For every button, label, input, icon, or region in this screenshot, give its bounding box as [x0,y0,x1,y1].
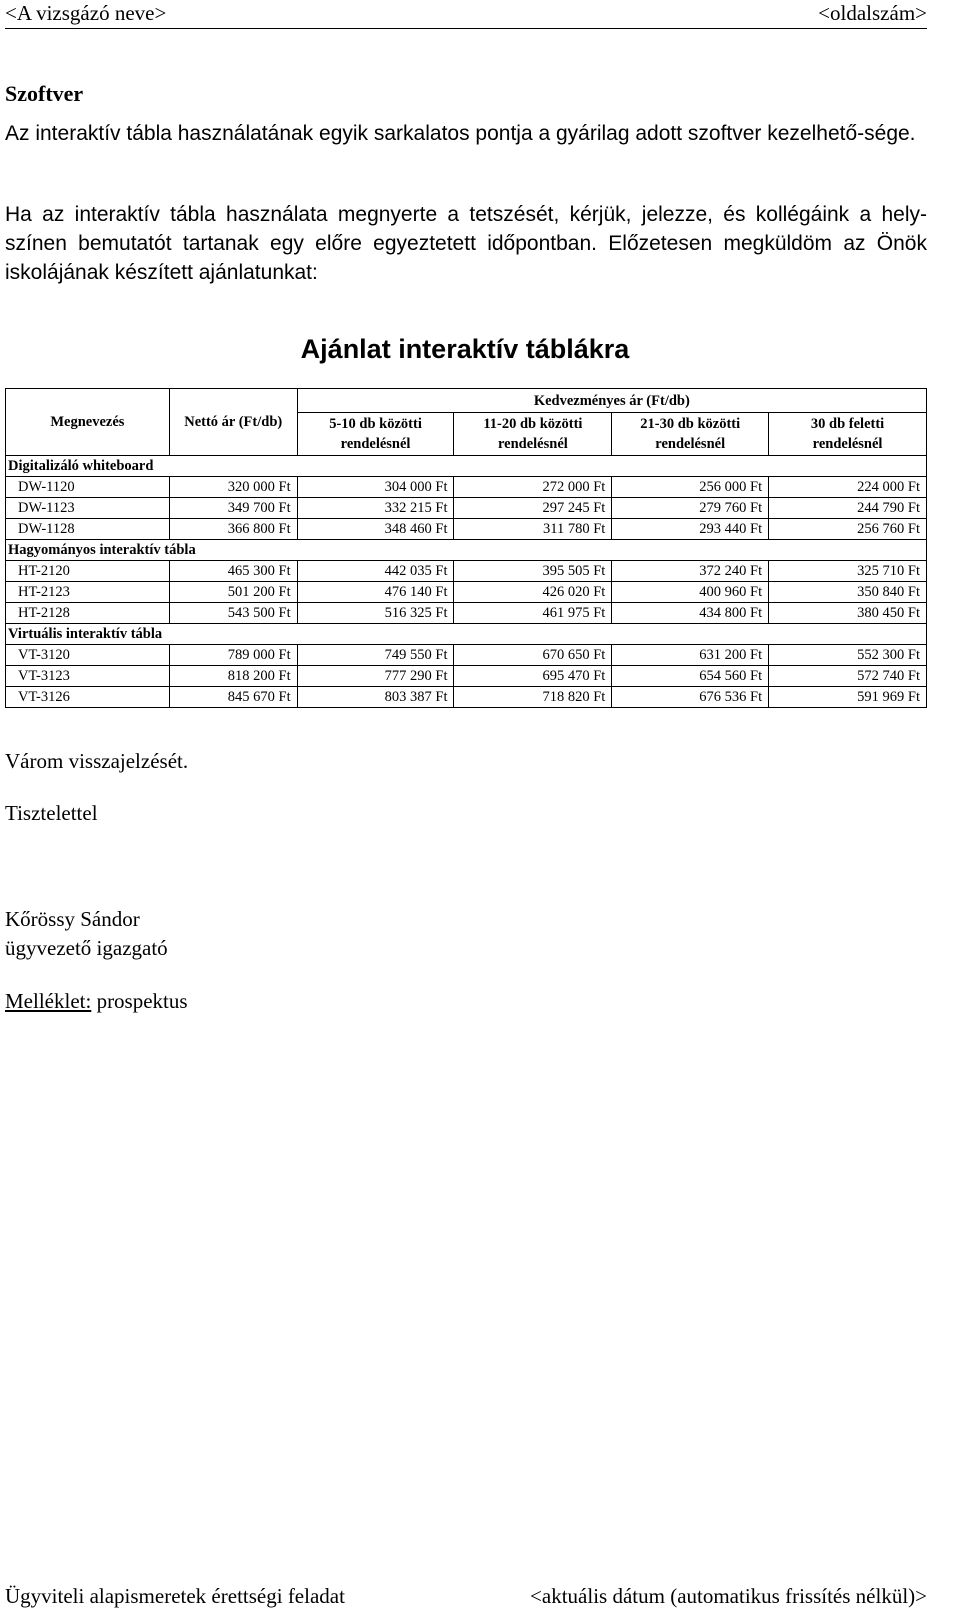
price-cell: 272 000 Ft [454,477,612,498]
table-title: Ajánlat interaktív táblákra [300,334,630,364]
table-row [6,561,927,582]
price-cell: 320 000 Ft [169,477,297,498]
model-cell: VT-3123 [6,666,170,687]
price-cell: 279 760 Ft [612,498,769,519]
col-header-tier: 21-30 db közötti rendelésnél [612,413,769,456]
model-cell: HT-2128 [6,603,170,624]
price-cell: 224 000 Ft [769,477,927,498]
price-cell: 366 800 Ft [169,519,297,540]
attachment-label: Melléklet: [5,989,92,1013]
col-header-tier: 5-10 db közötti rendelésnél [297,413,454,456]
price-cell: 372 240 Ft [612,561,769,582]
model-cell: DW-1128 [6,519,170,540]
price-cell: 789 000 Ft [169,645,297,666]
price-cell: 311 780 Ft [454,519,612,540]
table-row [6,519,927,540]
price-cell: 516 325 Ft [297,603,454,624]
paragraph-offer [5,200,927,287]
header-candidate-name: <A vizsgázó neve> [5,1,167,25]
col-header-tier: 11-20 db közötti rendelésnél [454,413,612,456]
category-label: Hagyományos interaktív tábla [6,540,927,561]
price-cell: 818 200 Ft [169,666,297,687]
price-cell: 349 700 Ft [169,498,297,519]
price-cell: 501 200 Ft [169,582,297,603]
await-reply-text: Várom visszajelzését. [5,749,189,773]
price-cell: 476 140 Ft [297,582,454,603]
header-page-number: <oldalszám> [818,1,927,25]
price-cell: 426 020 Ft [454,582,612,603]
footer-date: <aktuális dátum (automatikus frissítés nélkül)> [530,1584,927,1608]
page-header [5,0,927,29]
price-cell: 395 505 Ft [454,561,612,582]
price-cell: 293 440 Ft [612,519,769,540]
signer-title: ügyvezető igazgató [5,936,168,960]
price-cell: 256 760 Ft [769,519,927,540]
attachment-value: prospektus [91,989,188,1013]
price-cell: 543 500 Ft [169,603,297,624]
price-cell: 461 975 Ft [454,603,612,624]
price-cell: 297 245 Ft [454,498,612,519]
price-cell: 350 840 Ft [769,582,927,603]
category-label: Virtuális interaktív tábla [6,624,927,645]
price-cell: 777 290 Ft [297,666,454,687]
price-cell: 325 710 Ft [769,561,927,582]
model-cell: HT-2120 [6,561,170,582]
price-cell: 670 650 Ft [454,645,612,666]
price-cell: 348 460 Ft [297,519,454,540]
attachment-line [5,987,188,1016]
col-header-net-price: Nettó ár (Ft/db) [169,389,297,456]
table-row [6,666,927,687]
price-cell: 380 450 Ft [769,603,927,624]
price-cell: 654 560 Ft [612,666,769,687]
category-row [6,456,927,477]
col-header-name: Megnevezés [6,389,170,456]
regards-text: Tisztelettel [5,801,98,825]
signer-name: Kőrössy Sándor [5,907,140,931]
col-header-discount-group: Kedvezményes ár (Ft/db) [297,389,926,413]
col-header-tier: 30 db feletti rendelésnél [769,413,927,456]
table-row [6,582,927,603]
price-cell: 845 670 Ft [169,687,297,708]
price-cell: 631 200 Ft [612,645,769,666]
price-cell: 676 536 Ft [612,687,769,708]
price-cell: 749 550 Ft [297,645,454,666]
section-title: Szoftver [5,81,84,106]
price-cell: 400 960 Ft [612,582,769,603]
category-label: Digitalizáló whiteboard [6,456,927,477]
price-cell: 695 470 Ft [454,666,612,687]
category-row [6,624,927,645]
price-cell: 256 000 Ft [612,477,769,498]
price-cell: 465 300 Ft [169,561,297,582]
price-cell: 434 800 Ft [612,603,769,624]
table-row [6,498,927,519]
model-cell: VT-3126 [6,687,170,708]
paragraph-offer-sentence-1: Ha az interaktív tábla használata megnyerte a tetszését, kérjük, jelezze, és kollégáink a hely-színen bemutatót tartanak egy előre egyeztetett időpontban. [5,203,927,255]
paragraph-offer-sentence-2: Előzetesen megküldöm az Önök iskolájának készített ajánlatunkat: [5,232,927,284]
price-cell: 591 969 Ft [769,687,927,708]
price-cell: 442 035 Ft [297,561,454,582]
table-row [6,603,927,624]
price-cell: 304 000 Ft [297,477,454,498]
model-cell: HT-2123 [6,582,170,603]
table-row [6,477,927,498]
model-cell: DW-1123 [6,498,170,519]
price-cell: 332 215 Ft [297,498,454,519]
table-row [6,687,927,708]
footer-subject: Ügyviteli alapismeretek érettségi feladat [5,1584,345,1608]
paragraph-software: Az interaktív tábla használatának egyik sarkalatos pontja a gyárilag adott szoftver kezelhető-sége. [5,122,916,145]
price-cell: 803 387 Ft [297,687,454,708]
table-row [6,645,927,666]
price-offer-table [5,388,927,708]
price-cell: 244 790 Ft [769,498,927,519]
price-cell: 718 820 Ft [454,687,612,708]
model-cell: DW-1120 [6,477,170,498]
price-cell: 552 300 Ft [769,645,927,666]
price-cell: 572 740 Ft [769,666,927,687]
model-cell: VT-3120 [6,645,170,666]
category-row [6,540,927,561]
